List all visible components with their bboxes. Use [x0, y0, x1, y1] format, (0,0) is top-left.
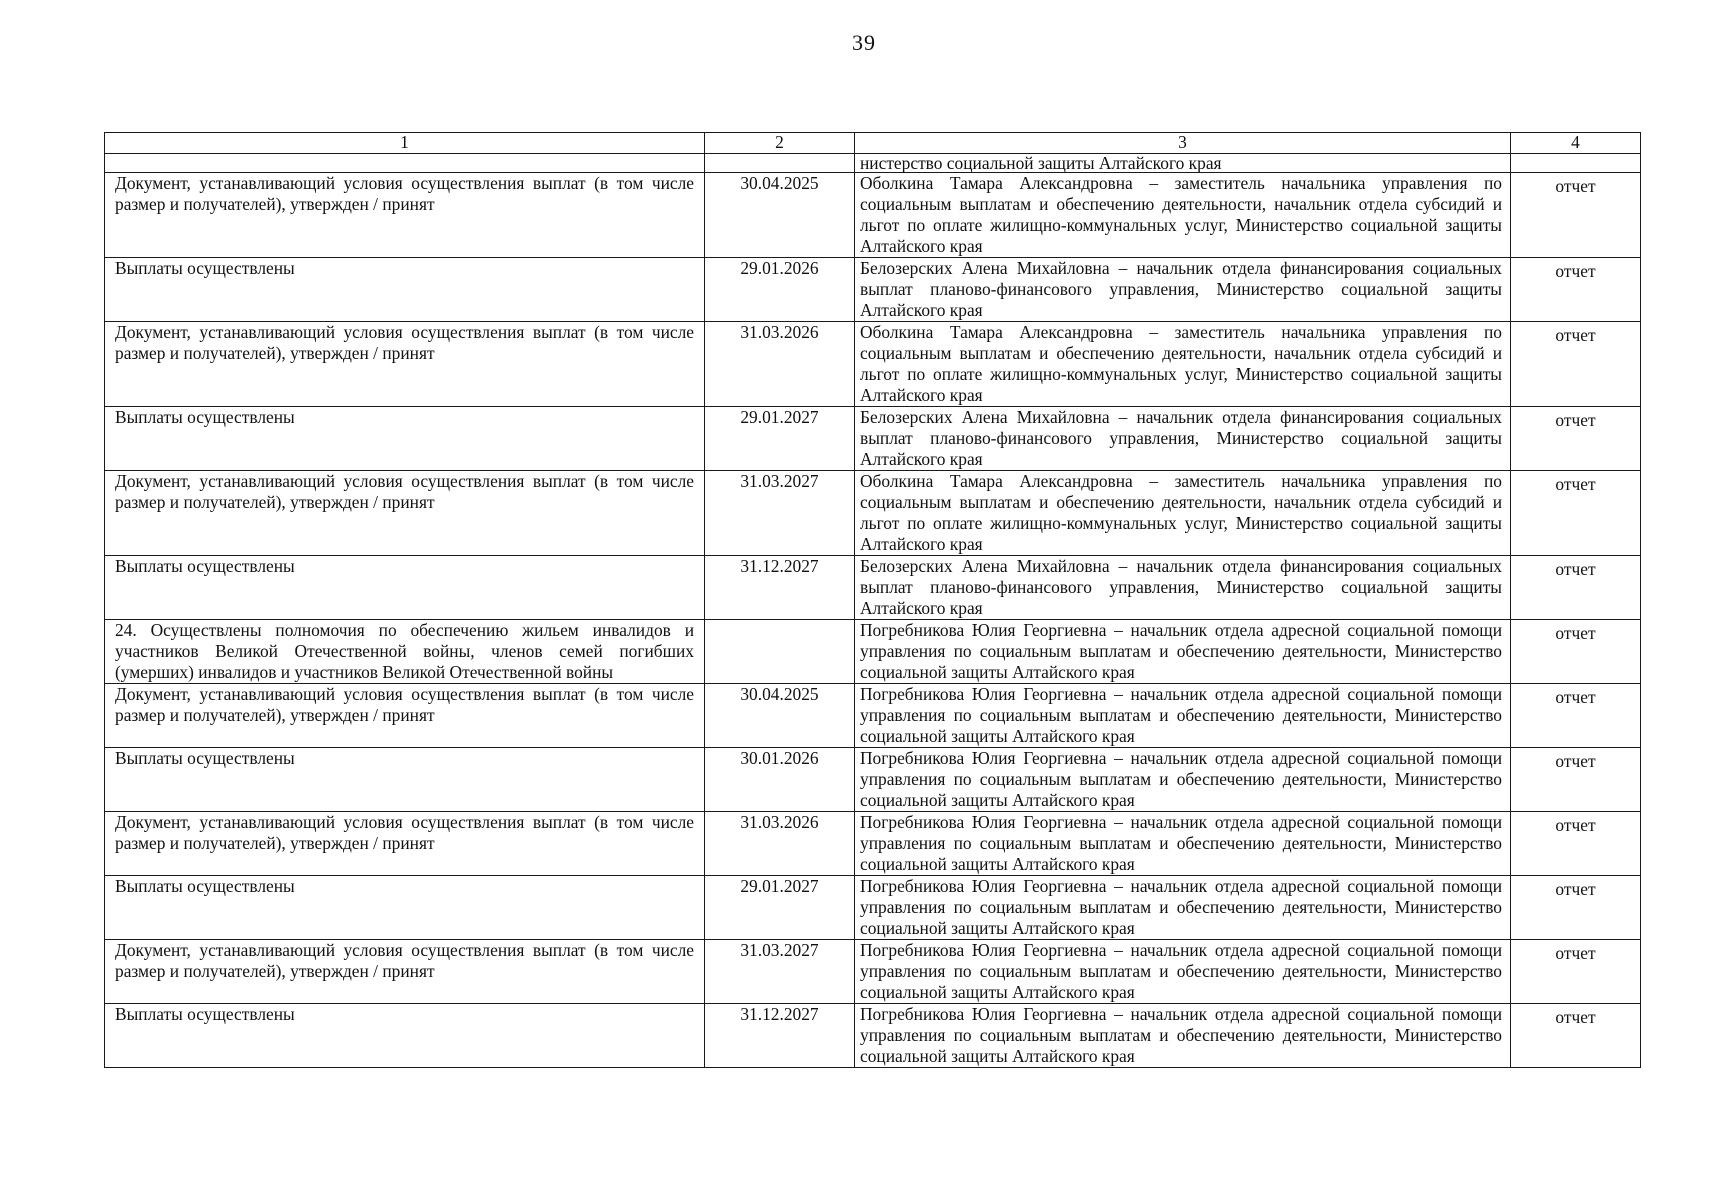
cell-date: 30.01.2026: [705, 748, 855, 812]
table-row: [105, 258, 1641, 322]
cell-document-type: [1511, 154, 1641, 173]
cell-date: 29.01.2027: [705, 407, 855, 471]
cell-document-type: отчет: [1511, 748, 1641, 812]
table-row: [105, 322, 1641, 407]
cell-responsible: Погребникова Юлия Георгиевна – начальник отдела адресной социальной помощи управления по социальным выплатам и обеспечению деятельности, Министерство социальной защиты Алтайского края: [855, 748, 1511, 812]
table-row: [105, 876, 1641, 940]
cell-document-type: отчет: [1511, 876, 1641, 940]
table-row: [105, 173, 1641, 258]
cell-document-type: отчет: [1511, 556, 1641, 620]
cell-date: 29.01.2027: [705, 876, 855, 940]
cell-date: 30.04.2025: [705, 173, 855, 258]
cell-document-type: отчет: [1511, 471, 1641, 556]
cell-document-type: отчет: [1511, 173, 1641, 258]
cell-document-type: отчет: [1511, 322, 1641, 407]
table-row: [105, 748, 1641, 812]
cell-event: Выплаты осуществлены: [105, 556, 705, 620]
cell-event: Документ, устанавливающий условия осуществления выплат (в том числе размер и получателей), утвержден / принят: [105, 684, 705, 748]
cell-document-type: отчет: [1511, 940, 1641, 1004]
table-header-row: [105, 133, 1641, 154]
cell-responsible: Оболкина Тамара Александровна – заместитель начальника управления по социальным выплатам и обеспечению деятельности, начальник отдела субсидий и льгот по оплате жилищно-коммунальных услуг, Министерство социальной защиты Алтайского края: [855, 471, 1511, 556]
cell-date: 31.03.2026: [705, 322, 855, 407]
cell-date: 31.12.2027: [705, 556, 855, 620]
cell-event: Выплаты осуществлены: [105, 748, 705, 812]
cell-responsible: Погребникова Юлия Георгиевна – начальник отдела адресной социальной помощи управления по социальным выплатам и обеспечению деятельности, Министерство социальной защиты Алтайского края: [855, 684, 1511, 748]
table-row: [105, 1004, 1641, 1068]
cell-event: Выплаты осуществлены: [105, 1004, 705, 1068]
cell-date: [705, 620, 855, 684]
cell-event: Выплаты осуществлены: [105, 407, 705, 471]
table-row: [105, 471, 1641, 556]
cell-event: [105, 154, 705, 173]
cell-date: 31.03.2026: [705, 812, 855, 876]
table-row: [105, 940, 1641, 1004]
cell-date: 29.01.2026: [705, 258, 855, 322]
cell-responsible: Погребникова Юлия Георгиевна – начальник отдела адресной социальной помощи управления по социальным выплатам и обеспечению деятельности, Министерство социальной защиты Алтайского края: [855, 1004, 1511, 1068]
cell-document-type: отчет: [1511, 684, 1641, 748]
column-header-4: 4: [1511, 133, 1641, 154]
table-row: [105, 812, 1641, 876]
cell-responsible: Белозерских Алена Михайловна – начальник отдела финансирования социальных выплат планово-финансового управления, Министерство социальной защиты Алтайского края: [855, 258, 1511, 322]
cell-document-type: отчет: [1511, 258, 1641, 322]
cell-responsible: Погребникова Юлия Георгиевна – начальник отдела адресной социальной помощи управления по социальным выплатам и обеспечению деятельности, Министерство социальной защиты Алтайского края: [855, 876, 1511, 940]
table-row: [105, 620, 1641, 684]
cell-responsible: Погребникова Юлия Георгиевна – начальник отдела адресной социальной помощи управления по социальным выплатам и обеспечению деятельности, Министерство социальной защиты Алтайского края: [855, 940, 1511, 1004]
column-header-1: 1: [105, 133, 705, 154]
cell-date: [705, 154, 855, 173]
cell-responsible: нистерство социальной защиты Алтайского края: [855, 154, 1511, 173]
cell-event: Документ, устанавливающий условия осуществления выплат (в том числе размер и получателей), утвержден / принят: [105, 812, 705, 876]
cell-date: 31.03.2027: [705, 471, 855, 556]
cell-event: Документ, устанавливающий условия осуществления выплат (в том числе размер и получателей), утвержден / принят: [105, 940, 705, 1004]
table-row: [105, 407, 1641, 471]
page-number: 39: [852, 30, 876, 55]
cell-event: Выплаты осуществлены: [105, 258, 705, 322]
cell-event: Выплаты осуществлены: [105, 876, 705, 940]
cell-date: 31.12.2027: [705, 1004, 855, 1068]
cell-event: 24. Осуществлены полномочия по обеспечению жильем инвалидов и участников Великой Отечественной войны, членов семей погибших (умерших) инвалидов и участников Великой Отечественной войны: [105, 620, 705, 684]
cell-document-type: отчет: [1511, 407, 1641, 471]
cell-responsible: Белозерских Алена Михайловна – начальник отдела финансирования социальных выплат планово-финансового управления, Министерство социальной защиты Алтайского края: [855, 556, 1511, 620]
column-header-3: 3: [855, 133, 1511, 154]
cell-responsible: Белозерских Алена Михайловна – начальник отдела финансирования социальных выплат планово-финансового управления, Министерство социальной защиты Алтайского края: [855, 407, 1511, 471]
column-header-2: 2: [705, 133, 855, 154]
table-row: [105, 154, 1641, 173]
cell-date: 30.04.2025: [705, 684, 855, 748]
cell-document-type: отчет: [1511, 812, 1641, 876]
cell-responsible: Погребникова Юлия Георгиевна – начальник отдела адресной социальной помощи управления по социальным выплатам и обеспечению деятельности, Министерство социальной защиты Алтайского края: [855, 620, 1511, 684]
cell-event: Документ, устанавливающий условия осуществления выплат (в том числе размер и получателей), утвержден / принят: [105, 173, 705, 258]
table-row: [105, 684, 1641, 748]
cell-date: 31.03.2027: [705, 940, 855, 1004]
table-row: [105, 556, 1641, 620]
cell-event: Документ, устанавливающий условия осуществления выплат (в том числе размер и получателей), утвержден / принят: [105, 322, 705, 407]
schedule-table: [104, 132, 1641, 1068]
cell-responsible: Оболкина Тамара Александровна – заместитель начальника управления по социальным выплатам и обеспечению деятельности, начальник отдела субсидий и льгот по оплате жилищно-коммунальных услуг, Министерство социальной защиты Алтайского края: [855, 173, 1511, 258]
cell-responsible: Оболкина Тамара Александровна – заместитель начальника управления по социальным выплатам и обеспечению деятельности, начальник отдела субсидий и льгот по оплате жилищно-коммунальных услуг, Министерство социальной защиты Алтайского края: [855, 322, 1511, 407]
cell-document-type: отчет: [1511, 620, 1641, 684]
cell-document-type: отчет: [1511, 1004, 1641, 1068]
cell-event: Документ, устанавливающий условия осуществления выплат (в том числе размер и получателей), утвержден / принят: [105, 471, 705, 556]
cell-responsible: Погребникова Юлия Георгиевна – начальник отдела адресной социальной помощи управления по социальным выплатам и обеспечению деятельности, Министерство социальной защиты Алтайского края: [855, 812, 1511, 876]
